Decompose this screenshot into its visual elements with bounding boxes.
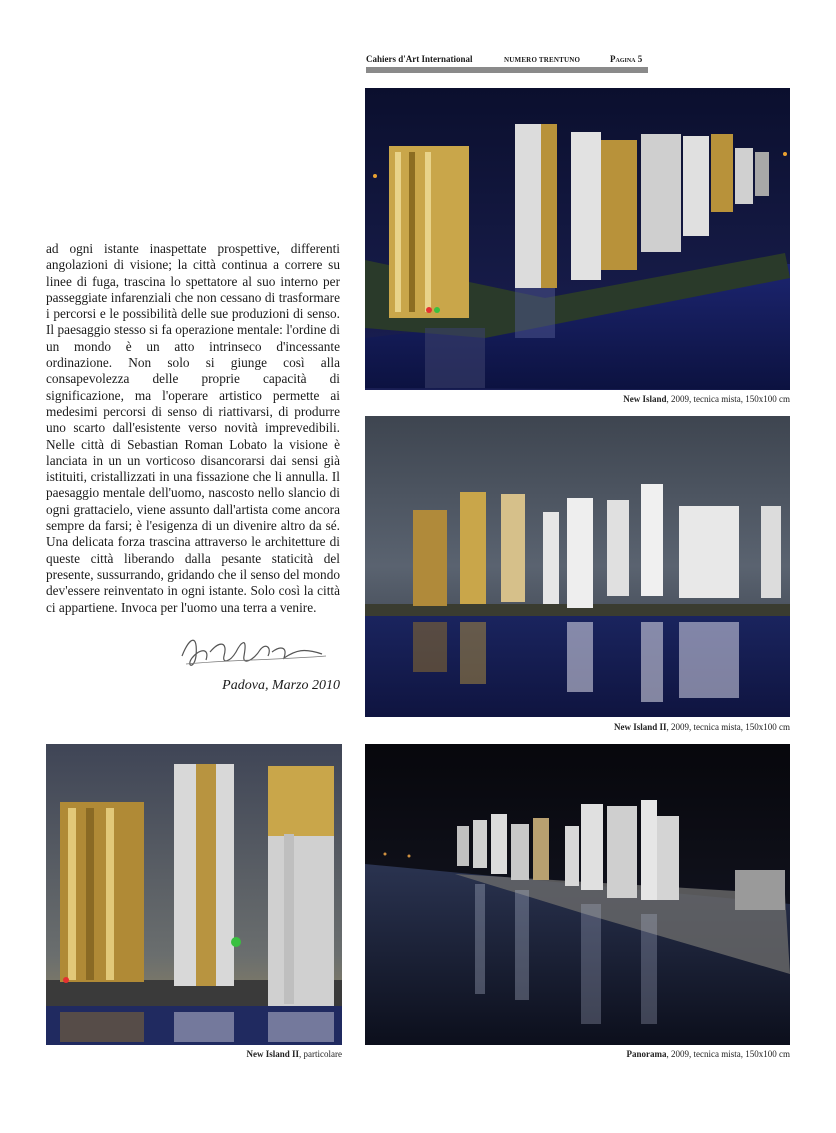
- caption-new-island-ii-detail: [46, 1049, 342, 1059]
- caption-details: , 2009, tecnica mista, 150x100 cm: [666, 1049, 790, 1059]
- photo-new-island: [365, 88, 790, 390]
- issue-number: NUMERO TRENTUNO: [504, 56, 581, 64]
- photo-new-island-ii-detail: [46, 744, 342, 1045]
- page-number: Pagina 5: [610, 54, 643, 64]
- publication-title: Cahiers d'Art International: [366, 54, 473, 64]
- caption-title: Panorama: [626, 1049, 667, 1059]
- caption-panorama: [470, 1049, 790, 1059]
- header-rule: [366, 67, 648, 73]
- place-and-date: Padova, Marzo 2010: [222, 678, 340, 693]
- caption-title: New Island II: [614, 722, 667, 732]
- handwritten-signature: [176, 626, 328, 676]
- photo-panorama: [365, 744, 790, 1045]
- photo-new-island-ii: [365, 416, 790, 717]
- caption-title: New Island: [623, 394, 667, 404]
- article-body-text: ad ogni istante inaspettate prospettive, differenti angolazioni di visione; la città continua a correre su linee di fuga, trascina lo spettatore al suo interno per passeggiate infarenziali che non cessano di trasformare i percorsi e le possibilità delle sue produzioni di senso. Il paesaggio stesso si fa operazione mentale: l'ordine di un mondo è un atto intrinseco d'incessante ordinazione. Non solo si giunge così alla consapevolezza delle proprie capacità di significazione, ma l'operare artistico permette ai medesimi percorsi di senso di riattivarsi, di produrre uno scarto dall'esistente verso novità imprevedibili. Nelle città di Sebastian Roman Lobato la visione è lanciata in un un vorticoso disancorarsi dai sensi già istituiti, cristallizzati in una fissazione che li annulla. Il paesaggio mentale dell'uomo, nascosto nello slancio di ogni grattacielo, viene assunto dall'artista come ancora sempre da farsi; è l'esigenza di un divenire altro da sé. Una delicata forza trascina attraverso le architetture di queste città liberando dalla pesante staticità del presente, sussurrando, gridando che il senso del mondo dev'essere reinventato in ogni istante. Solo così la città ci appartiene. Invoca per l'uomo una terra a venire.: [46, 241, 340, 615]
- caption-title: New Island II: [246, 1049, 300, 1059]
- caption-details: , particolare: [299, 1049, 342, 1059]
- caption-details: , 2009, tecnica mista, 150x100 cm: [666, 722, 790, 732]
- caption-new-island-ii: [470, 722, 790, 732]
- running-header: [366, 54, 648, 64]
- caption-details: , 2009, tecnica mista, 150x100 cm: [666, 394, 790, 404]
- caption-new-island: [470, 394, 790, 404]
